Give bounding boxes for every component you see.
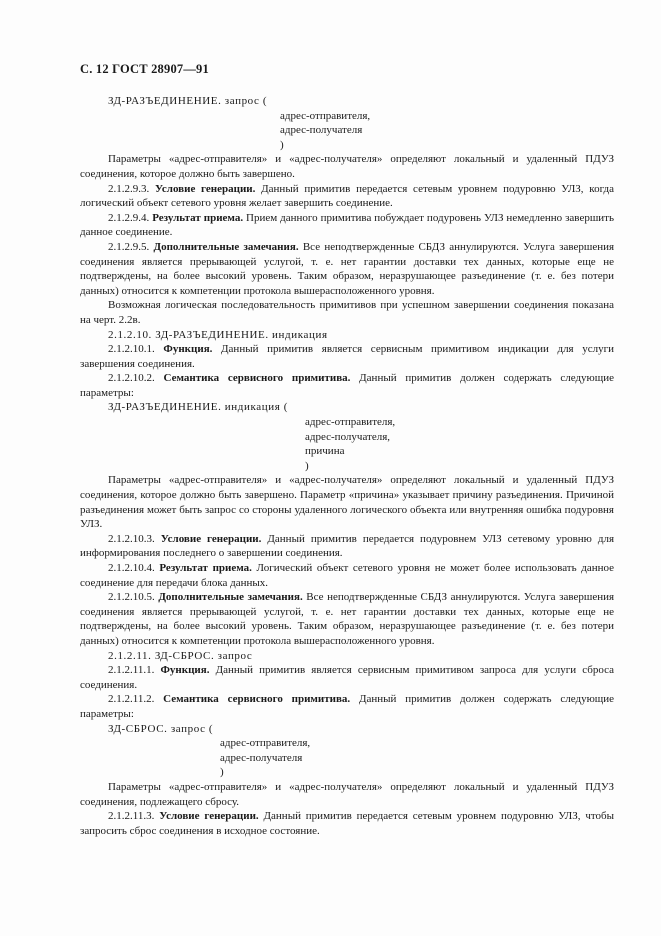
- clause-heading: Условие генерации.: [160, 532, 262, 545]
- clause-number: 2.1.2.10.3.: [108, 532, 155, 545]
- parameter-line: ): [280, 138, 284, 151]
- parameter-line: причина: [305, 445, 345, 458]
- clause: [80, 371, 614, 400]
- clause: [80, 809, 614, 838]
- clause-heading: Семантика сервисного примитива.: [163, 372, 351, 385]
- primitive-signature: ЗД-СБРОС. запрос (: [108, 722, 214, 735]
- clause-heading: Функция.: [163, 343, 213, 356]
- clause-number: 2.1.2.9.5.: [108, 240, 150, 253]
- clause: [80, 240, 614, 298]
- parameter-line: ): [220, 766, 224, 779]
- paragraph: Параметры «адрес-отправителя» и «адрес-получателя» определяют локальный и удаленный ПДУЗ соединения, которое должно быть завершено.: [80, 153, 614, 180]
- clause: [80, 590, 614, 648]
- primitive-signature: ЗД-РАЗЪЕДИНЕНИЕ. индикация (: [108, 401, 288, 414]
- clause-text: Данный примитив передается сетевым уровнем подуровню УЛЗ, чтобы запросить сброс соединения в исходное состояние.: [80, 810, 615, 837]
- clause-heading: Дополнительные замечания.: [153, 240, 299, 253]
- parameter-line: адрес-отправителя,: [305, 416, 396, 429]
- clause-number: 2.1.2.11.1.: [108, 664, 155, 677]
- clause-text: Данный примитив передается сетевым уровнем подуровню УЛЗ, когда логический объект сетевого уровня желает завершить соединение.: [80, 182, 615, 210]
- parameter-line: адрес-получателя: [220, 751, 303, 764]
- clause-heading: Условие генерации.: [159, 810, 259, 823]
- clause-text: Все неподтвержденные СБДЗ аннулируются. Услуга завершения соединения является прерывающей услугой, т. е. нет гарантии доставки тех данных, которые еще не подтверждены, на более высокий уровень. Таким образом, неразрушающее разъединение (т. е. без потери данных) относится к компетенции протокола вышерасположенного уровня.: [80, 240, 615, 297]
- clause-number: 2.1.2.10.4.: [108, 562, 155, 574]
- paragraph: Параметры «адрес-отправителя» и «адрес-получателя» определяют локальный и удаленный ПДУЗ соединения, подлежащего сбросу.: [80, 780, 614, 808]
- clause: [80, 532, 614, 561]
- paragraph: Возможная логическая последовательность примитивов при успешном завершении соединения показана на черт. 2.2в.: [80, 299, 614, 326]
- clause-number: 2.1.2.9.3.: [108, 182, 150, 195]
- clause-text: Данный примитив передается подуровнем УЛЗ сетевому уровню для информирования последнего о завершении соединения.: [80, 532, 615, 560]
- clause-text: Данный примитив должен содержать следующие параметры:: [80, 372, 615, 399]
- parameter-line: ): [305, 459, 309, 472]
- clause-heading: Семантика сервисного примитива.: [163, 693, 351, 706]
- clause-text: Все неподтвержденные СБДЗ аннулируются. Услуга завершения соединения является прерывающей услугой, т. е. нет гарантии доставки тех данных, которые еще не подтверждены, на более высокий уровень. Таким образом, неразрушающее разъединение (т. е. без потери данных) относится к компетенции протокола вышерасположенного уровня.: [80, 591, 615, 647]
- clause-number: 2.1.2.11.3.: [108, 810, 155, 823]
- clause-heading: Результат приема.: [159, 562, 252, 574]
- parameter-line: адрес-получателя,: [305, 430, 391, 443]
- parameter-line: адрес-получателя: [280, 124, 363, 137]
- parameter-line: адрес-отправителя,: [220, 737, 311, 750]
- page-header: С. 12 ГОСТ 28907—91: [80, 62, 209, 76]
- section-heading: 2.1.2.10. ЗД-РАЗЪЕДИНЕНИЕ. индикация: [108, 328, 328, 341]
- clause: [80, 182, 614, 211]
- clause-number: 2.1.2.10.5.: [108, 591, 155, 604]
- clause: [80, 211, 614, 240]
- clause: [80, 663, 614, 692]
- clause-text: Прием данного примитива побуждает подуровень УЛЗ немедленно завершить данное соединение.: [80, 211, 615, 239]
- clause-text: Данный примитив является сервисным примитивом запроса для услуги сброса соединения.: [80, 664, 615, 691]
- clause-number: 2.1.2.10.1.: [108, 343, 155, 356]
- section-heading: 2.1.2.11. ЗД-СБРОС. запрос: [108, 649, 253, 662]
- clause: [80, 561, 614, 590]
- clause-heading: Результат приема.: [152, 211, 244, 224]
- clause: [80, 342, 614, 371]
- clause-heading: Условие генерации.: [155, 182, 256, 195]
- paragraph: Параметры «адрес-отправителя» и «адрес-получателя» определяют локальный и удаленный ПДУЗ соединения, которое должно быть завершено. Параметр «причина» указывает причину разъединения. Причиной разъединения может быть запрос со стороны удаленного логического объекта или внутренняя ошибка подуровня УЛЗ.: [80, 474, 614, 531]
- document-body: [80, 94, 614, 838]
- clause: [80, 692, 614, 721]
- clause-text: Данный примитив является сервисным примитивом индикации для услуги завершения соединения.: [80, 343, 615, 370]
- primitive-signature: ЗД-РАЗЪЕДИНЕНИЕ. запрос (: [108, 95, 268, 107]
- parameter-line: адрес-отправителя,: [280, 109, 371, 122]
- clause-number: 2.1.2.9.4.: [108, 211, 150, 224]
- clause-heading: Функция.: [160, 664, 210, 677]
- clause-number: 2.1.2.10.2.: [108, 372, 155, 385]
- clause-text: Данный примитив должен содержать следующие параметры:: [80, 693, 615, 720]
- clause-number: 2.1.2.11.2.: [108, 693, 155, 706]
- clause-heading: Дополнительные замечания.: [158, 591, 303, 604]
- clause-text: Логический объект сетевого уровня не может более использовать данное соединение для передачи блока данных.: [80, 562, 614, 589]
